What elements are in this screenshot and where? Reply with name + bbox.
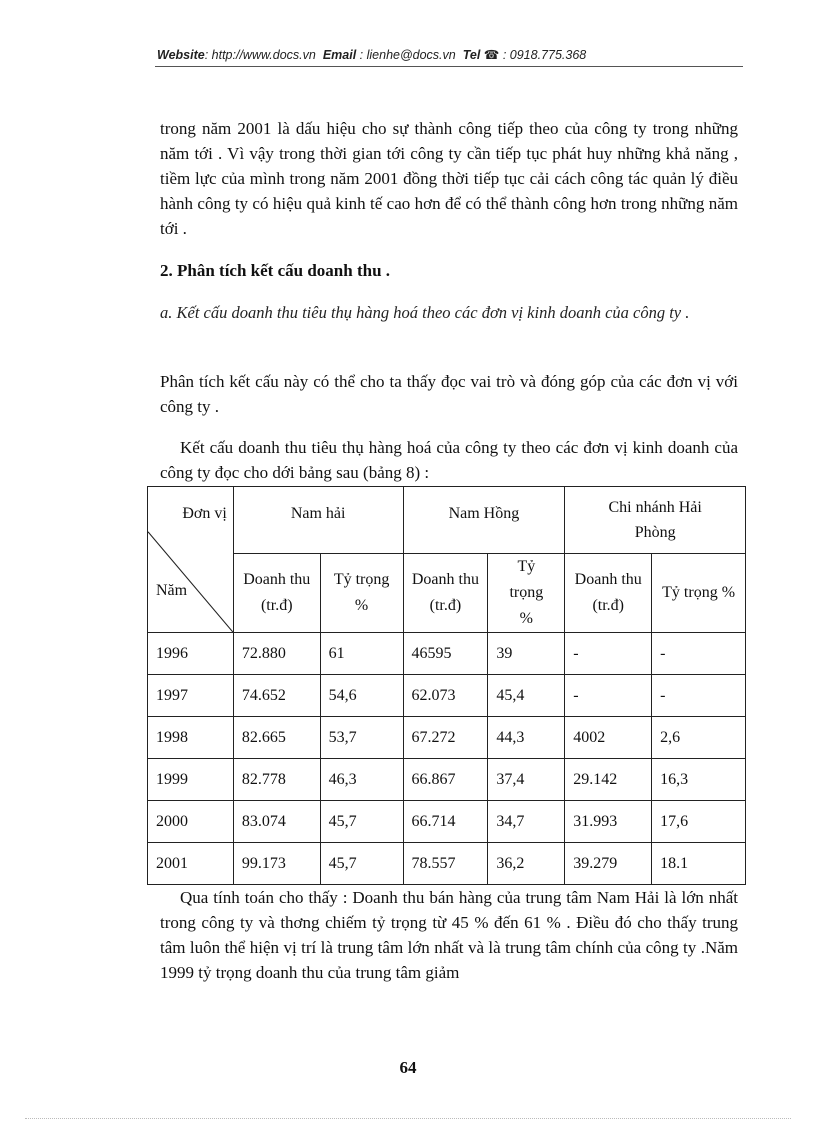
table-cell: 29.142 [565,759,652,801]
table-row [148,801,746,843]
table-cell: - [565,633,652,675]
corner-year-label: Năm [156,582,188,599]
table-corner-cell [148,487,234,633]
unit-header-nam-hong: Nam Hồng [403,487,565,554]
paragraph-continuation: trong năm 2001 là dấu hiệu cho sự thành công tiếp theo của công ty trong những năm tới . Vì vậy trong thời gian tới công ty cần tiếp tục phát huy những khả năng , tiềm lực của mình trong năm 2001 đồng thời tiếp tục cải cách công tác quản lý điều hành công ty có hiệu quả kinh tế cao hơn để có thể thành công hơn trong những năm tới . [160,119,738,238]
subsection-heading: a. Kết cấu doanh thu tiêu thụ hàng hoá theo các đơn vị kinh doanh của công ty . [160,303,690,322]
table-cell: 45,7 [320,801,403,843]
table-cell: 83.074 [233,801,320,843]
subheader-share: Tỷ trọng % [652,554,746,633]
table-cell: 45,4 [488,675,565,717]
table-cell: 44,3 [488,717,565,759]
page-number: 64 [399,1058,417,1077]
subheader-revenue: Doanh thu (tr.đ) [403,554,488,633]
table-cell: - [652,633,746,675]
year-cell: 2001 [148,843,234,885]
table-cell: 18.1 [652,843,746,885]
table-cell: 99.173 [233,843,320,885]
table-cell: 36,2 [488,843,565,885]
table-cell: 34,7 [488,801,565,843]
subheader-revenue: Doanh thu (tr.đ) [233,554,320,633]
table-row [148,675,746,717]
table-cell: - [652,675,746,717]
section-heading: 2. Phân tích kết cấu doanh thu . [160,261,391,280]
table-cell: 67.272 [403,717,488,759]
table-row [148,633,746,675]
paragraph-intro: Phân tích kết cấu này có thể cho ta thấy đọc vai trò và đóng góp của các đơn vị với công ty . [160,372,738,416]
year-cell: 2000 [148,801,234,843]
year-cell: 1996 [148,633,234,675]
table-cell: 46,3 [320,759,403,801]
table-row [148,843,746,885]
header-divider [155,66,743,67]
paragraph-analysis: Qua tính toán cho thấy : Doanh thu bán hàng của trung tâm Nam Hải là lớn nhất trong công ty và thơng chiếm tỷ trọng từ 45 % đến 61 % . Điều đó cho thấy trung tâm luôn thể hiện vị trí là trung tâm lớn nhất và là trung tâm chính của công ty .Năm 1999 tỷ trọng doanh thu của trung tâm giảm [160,888,738,982]
year-cell: 1999 [148,759,234,801]
table-cell: 74.652 [233,675,320,717]
table-cell: 82.665 [233,717,320,759]
table-cell: 78.557 [403,843,488,885]
table-cell: 66.867 [403,759,488,801]
year-cell: 1998 [148,717,234,759]
page-bottom-divider [25,1118,791,1119]
subheader-share: Tỷ trọng % [488,554,565,633]
website-label: Website [157,48,205,62]
tel-number: ☎ : 0918.775.368 [480,48,587,62]
table-cell: 54,6 [320,675,403,717]
subheader-revenue: Doanh thu (tr.đ) [565,554,652,633]
table-cell: 53,7 [320,717,403,759]
table-cell: 39 [488,633,565,675]
email-label: Email [322,48,357,62]
table-cell: 72.880 [233,633,320,675]
table-cell: 62.073 [403,675,488,717]
email-address[interactable]: : lienhe@docs.vn [356,48,456,62]
table-cell: 82.778 [233,759,320,801]
year-cell: 1997 [148,675,234,717]
table-cell: 4002 [565,717,652,759]
table-cell: 31.993 [565,801,652,843]
website-url[interactable]: : http://www.docs.vn [204,48,316,62]
table-cell: 2,6 [652,717,746,759]
table-cell: 66.714 [403,801,488,843]
table-row [148,717,746,759]
table-cell: 17,6 [652,801,746,843]
paragraph-table-intro: Kết cấu doanh thu tiêu thụ hàng hoá của công ty theo các đơn vị kinh doanh của công ty đọc cho dới bảng sau (bảng 8) : [160,438,738,482]
table-cell: 46595 [403,633,488,675]
table-cell: 39.279 [565,843,652,885]
table-row [148,759,746,801]
page-header [157,47,742,62]
table-cell: 16,3 [652,759,746,801]
revenue-structure-table [147,486,746,885]
table-cell: 37,4 [488,759,565,801]
unit-header-hai-phong: Chi nhánh Hải Phòng [565,487,746,554]
corner-unit-label: Đơn vị [182,505,227,522]
unit-header-nam-hai: Nam hải [233,487,403,554]
tel-label: Tel [462,48,481,62]
table-cell: - [565,675,652,717]
table-cell: 61 [320,633,403,675]
subheader-share: Tỷ trọng % [320,554,403,633]
table-cell: 45,7 [320,843,403,885]
